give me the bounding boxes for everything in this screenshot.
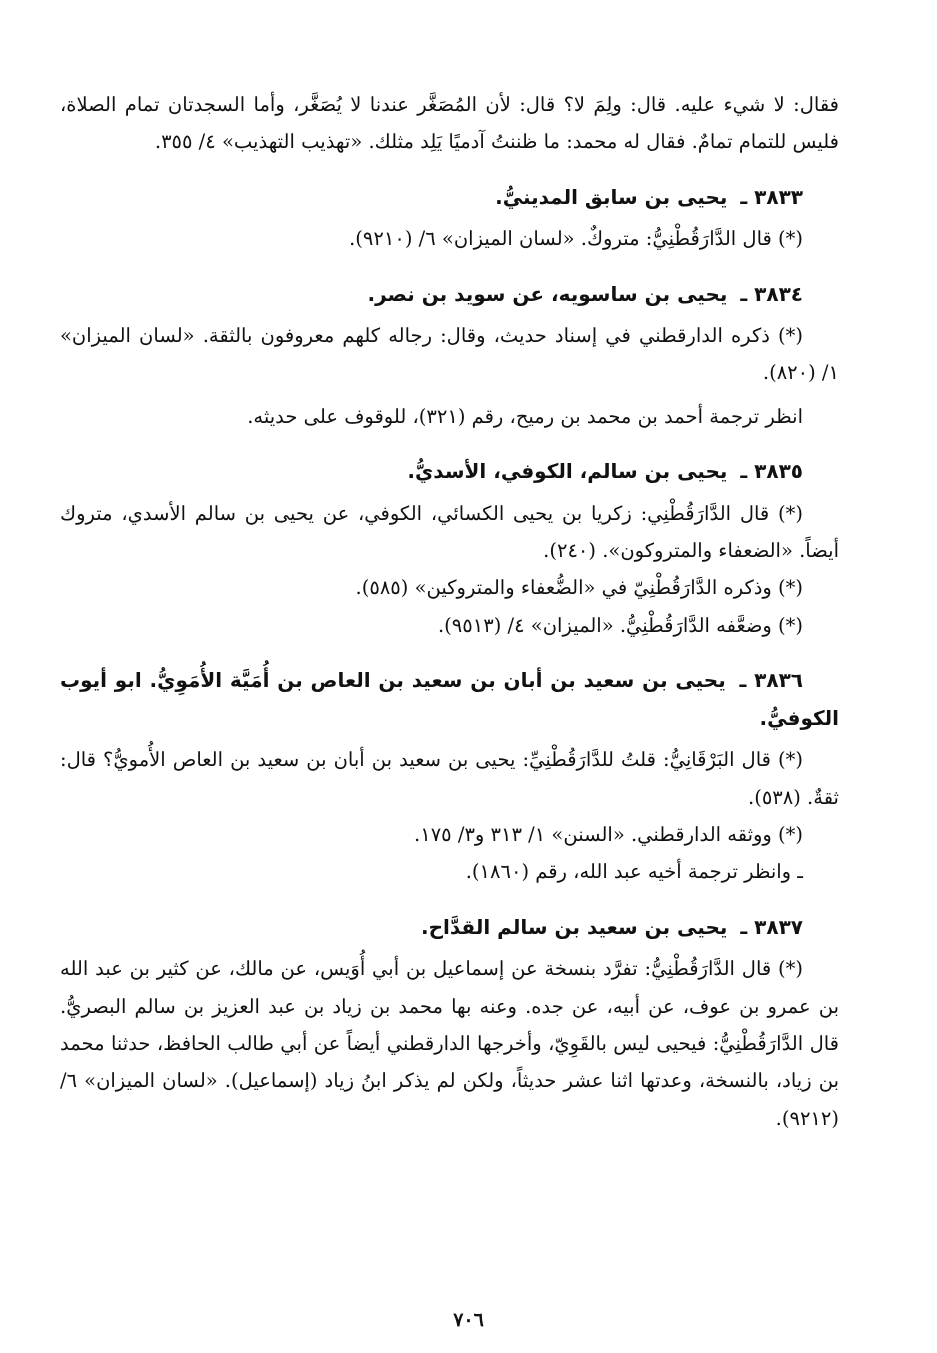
entry-heading <box>60 662 839 737</box>
entry-paragraph: ـ وانظر ترجمة أخيه عبد الله، رقم (١٨٦٠). <box>465 860 803 884</box>
intro-paragraph: فقال: لا شيء عليه. قال: ولِمَ لا؟ قال: لأن المُصَغَّر عندنا لا يُصَغَّر، وأما السجدتان تمام الصلاة، فليس للتمام تمامٌ. فقال له محمد: ما ظننتُ آدميًا يَلِد مثلك. «تهذيب التهذيب» ٤/ ٣٥٥. <box>60 93 839 154</box>
entry-heading <box>60 179 839 216</box>
entry-paragraph: (*) وضعَّفه الدَّارَقُطْنِيُّ. «الميزان» ٤/ (٩٥١٣). <box>437 613 803 637</box>
entry-name: يحيى بن سعيد بن سالم القدَّاح. <box>421 914 728 939</box>
entry-paragraph: انظر ترجمة أحمد بن محمد بن رميح، رقم (٣٢١)، للوقوف على حديثه. <box>247 404 803 428</box>
entry-heading <box>60 909 839 946</box>
entry-name: يحيى بن سعيد بن أبان بن سعيد بن العاص بن أُمَيَّة الأُمَوِيُّ. ابو أيوب الكوفيُّ. <box>60 668 839 730</box>
entry-paragraph: (*) وذكره الدَّارَقُطْنِيّ في «الضُّعفاء والمتروكين» (٥٨٥). <box>355 576 803 600</box>
entry-heading <box>60 276 839 313</box>
entry-number: ٣٨٣٥ ـ <box>740 459 803 484</box>
entry-3837 <box>60 909 839 1137</box>
page-number: ٧٠٦ <box>453 1309 484 1331</box>
entry-paragraph: (*) قال الدَّارَقُطْنِي: زكريا بن يحيى الكسائي، الكوفي، عن يحيى بن سالم الأسدي، متروك أيضاً. «الضعفاء والمتروكون». (٢٤٠). <box>60 501 839 563</box>
entry-paragraph: (*) قال الدَّارَقُطْنِيُّ: تفرَّد بنسخة عن إسماعيل بن أبي أُوَيس، عن مالك، عن كثير بن عبد الله بن عمرو بن عوف، عن أبيه، عن جده. وعنه بها محمد بن زياد بن عبد العزيز بن سالم البصريُّ. قال الدَّارَقُطْنِيُّ: فيحيى ليس بالقَوِيّ، وأخرجها الدارقطني أيضاً عن أبي طالب الحافظ، حدثنا محمد بن زياد، بالنسخة، وعدتها اثنا عشر حديثاً، ولكن لم يذكر ابنُ زياد (إسماعيل). «لسان الميزان» ٦/ (٩٢١٢). <box>60 957 839 1130</box>
entry-3835 <box>60 453 839 644</box>
document-page <box>60 86 839 1313</box>
entry-name: يحيى بن سالم، الكوفي، الأسديُّ. <box>407 459 728 484</box>
entry-3834 <box>60 276 839 436</box>
entry-name: يحيى بن سابق المدينيُّ. <box>495 184 728 209</box>
entry-number: ٣٨٣٧ ـ <box>740 914 803 939</box>
entry-number: ٣٨٣٣ ـ <box>740 184 803 209</box>
entry-3833 <box>60 179 839 258</box>
entry-number: ٣٨٣٦ ـ <box>739 668 803 693</box>
entry-3836 <box>60 662 839 890</box>
entry-paragraph: (*) قال الدَّارَقُطْنِيُّ: متروكٌ. «لسان الميزان» ٦/ (٩٢١٠). <box>349 227 803 251</box>
entry-paragraph: (*) ذكره الدارقطني في إسناد حديث، وقال: رجاله كلهم معروفون بالثقة. «لسان الميزان» ١/ (٨٢٠). <box>60 324 839 385</box>
entry-paragraph: (*) ووثقه الدارقطني. «السنن» ١/ ٣١٣ و٣/ ١٧٥. <box>414 822 803 846</box>
entry-heading <box>60 453 839 490</box>
entry-name: يحيى بن ساسويه، عن سويد بن نصر. <box>367 281 728 306</box>
entry-paragraph: (*) قال البَرْقَانِيُّ: قلتُ للدَّارَقُطْنِيِّ: يحيى بن سعيد بن أبان بن سعيد بن العاص الأُمويُّ؟ قال: ثقةٌ. (٥٣٨). <box>60 748 839 809</box>
entry-number: ٣٨٣٤ ـ <box>740 281 803 306</box>
